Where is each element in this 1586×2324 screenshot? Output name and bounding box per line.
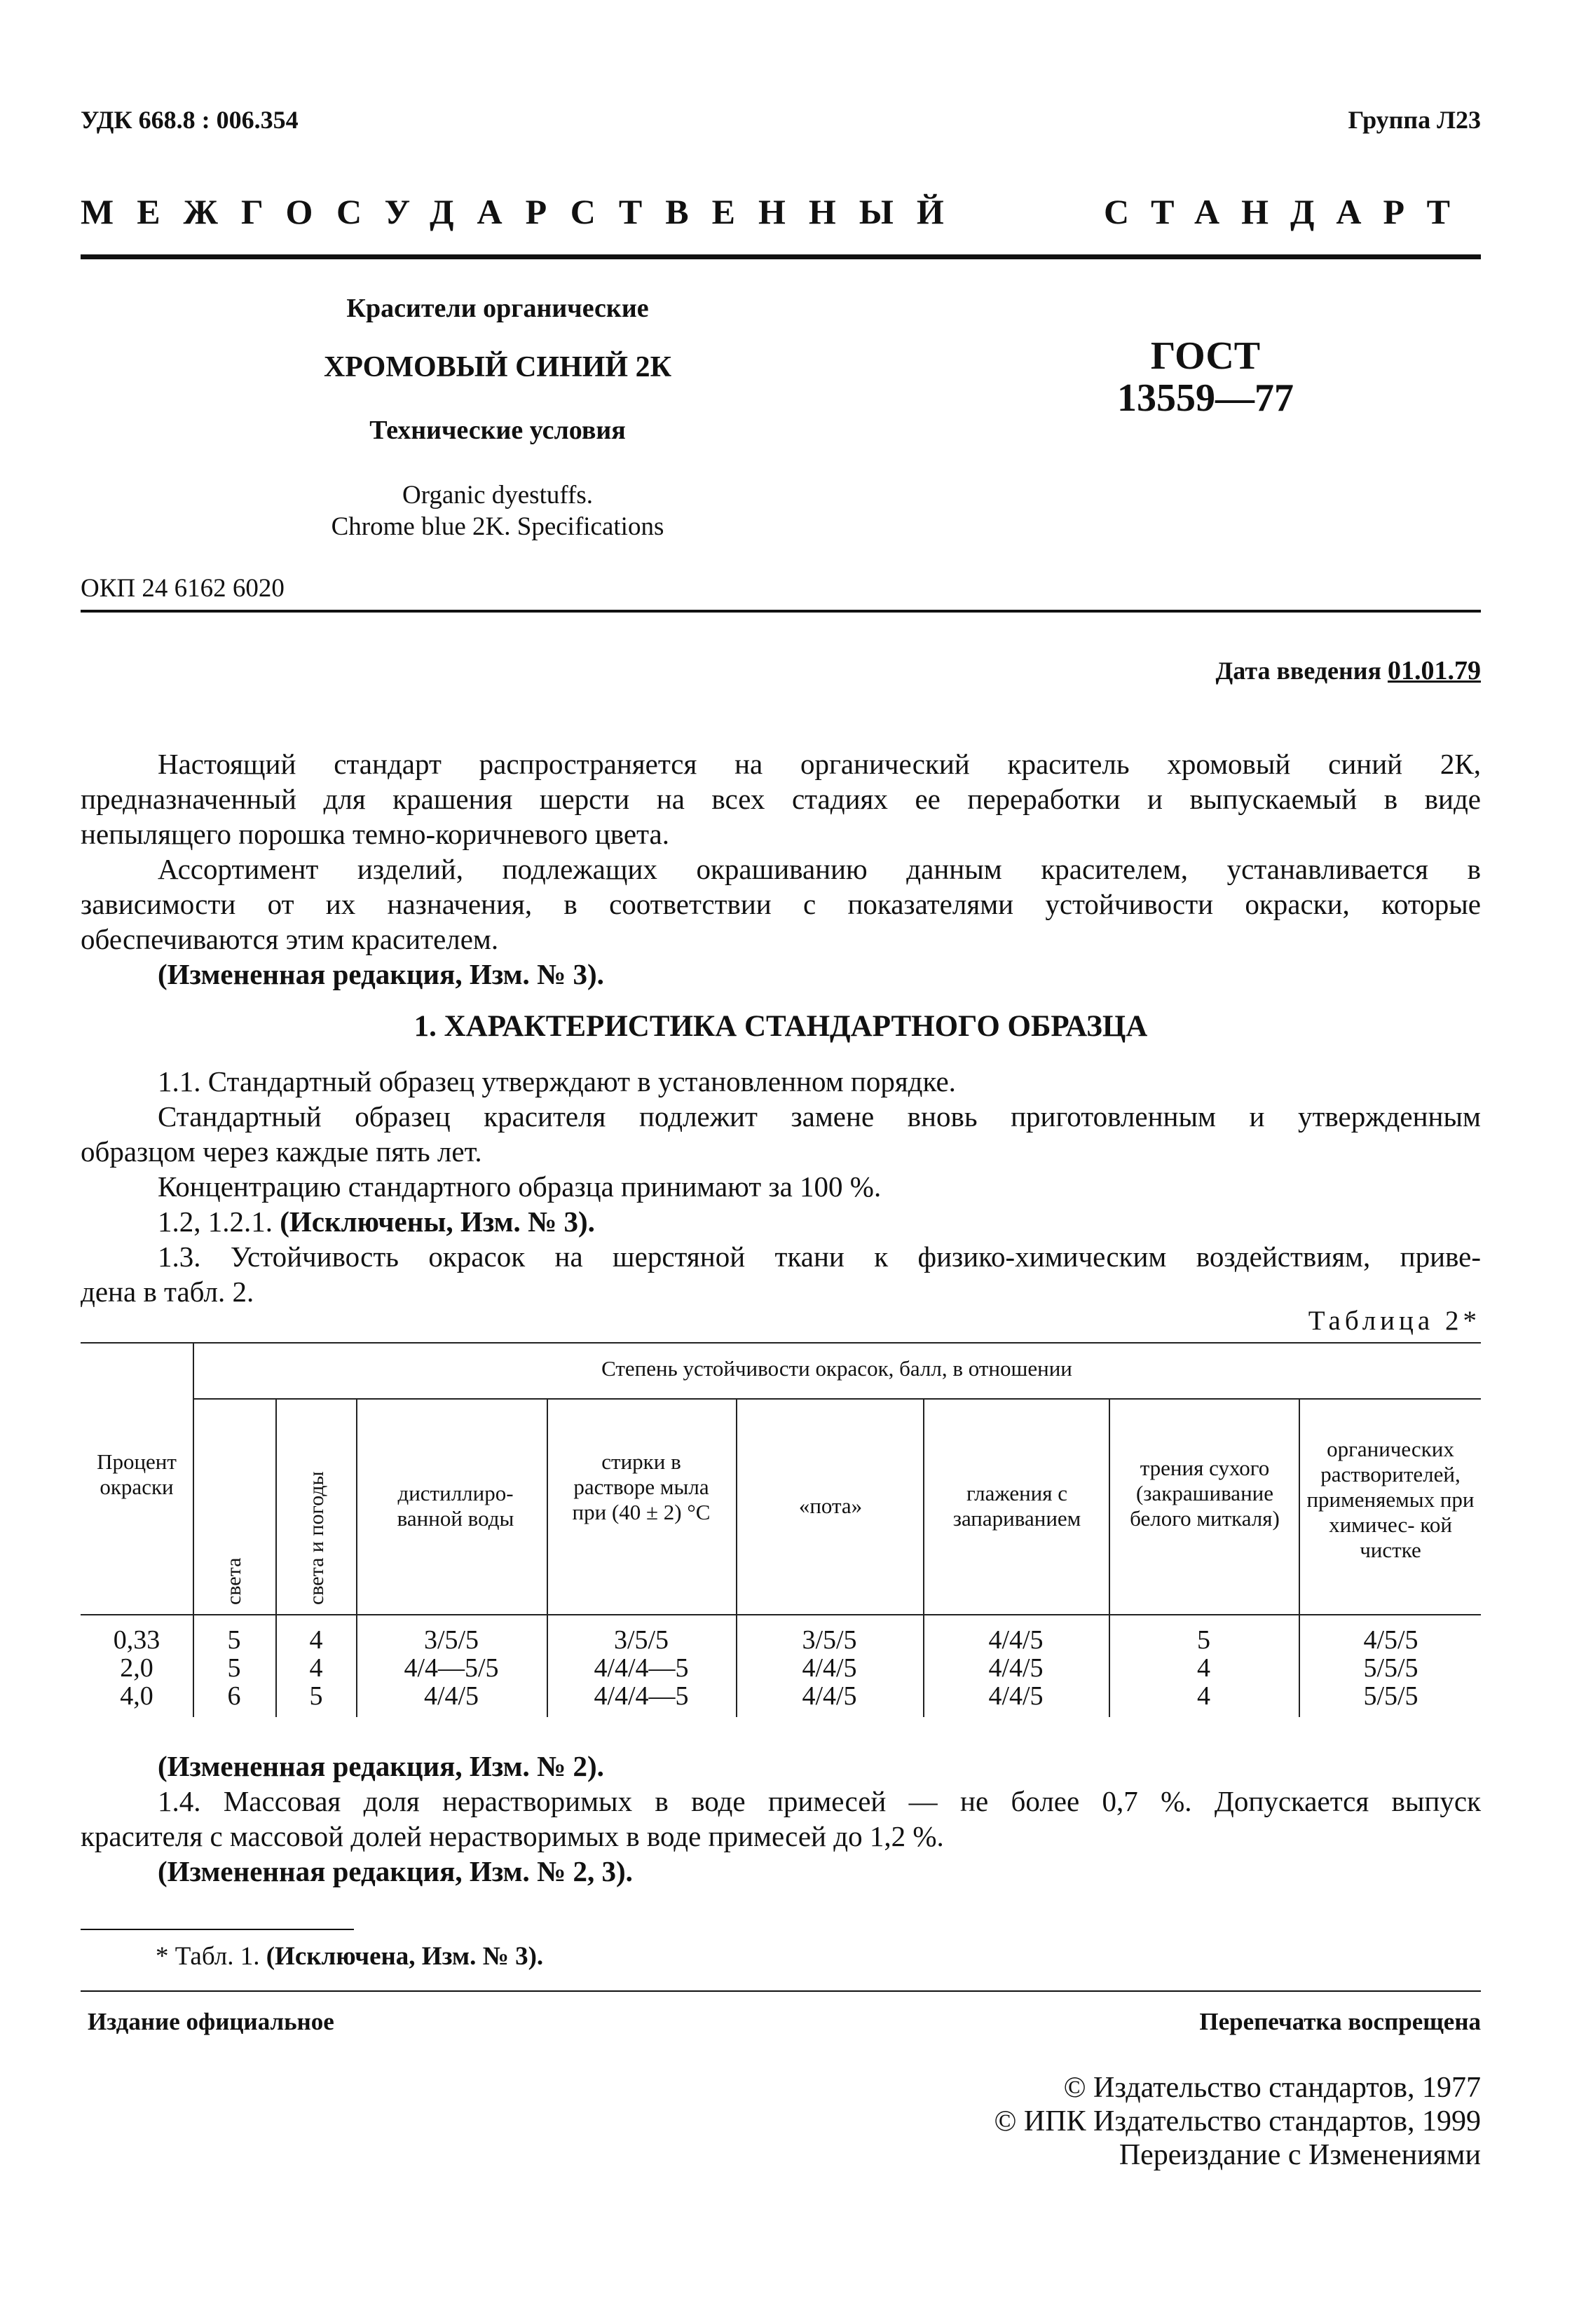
header-rubbing: трения сухого (закрашивание белого миткаля) — [1130, 1456, 1280, 1531]
table-col-divider — [923, 1398, 924, 1717]
effective-date-label: Дата введения — [1215, 657, 1381, 685]
table-cell: 3/5/5 — [802, 1625, 857, 1655]
table-cell: 4 — [309, 1653, 323, 1683]
english-title-1: Organic dyestuffs. — [402, 481, 593, 510]
header-sweat: «пота» — [798, 1493, 863, 1518]
copyright-1999: © ИПК Издательство стандартов, 1999 — [994, 2105, 1481, 2138]
table-cell: 5/5/5 — [1363, 1653, 1418, 1683]
table-cell: 4/4/5 — [802, 1681, 857, 1711]
clause-1-2-number: 1.2, 1.2.1. — [158, 1205, 273, 1238]
clause-1-3-line-1: 1.3. Устойчивость окрасок на шерстяной ткани к физико-химическим воздействиям, приве- — [158, 1240, 1481, 1273]
table-cell: 5 — [227, 1625, 241, 1655]
banner-interstate: МЕЖГОСУДАРСТВЕННЫЙ — [81, 192, 967, 231]
copyright-block — [994, 2071, 1481, 2172]
intro-revision-note: (Измененная редакция, Изм. № 3). — [158, 958, 604, 990]
table-cell: 5/5/5 — [1363, 1681, 1418, 1711]
table-col-divider — [1299, 1398, 1300, 1717]
table-cell: 4/4/5 — [423, 1681, 479, 1711]
clause-1-4-line-1: 1.4. Массовая доля нерастворимых в воде примесей — не более 0,7 %. Допускается выпуск — [158, 1785, 1481, 1817]
intro-paragraph-1-line-2: предназначенный для крашения шерсти на всех стадиях ее переработки и выпускаемый в виде — [81, 783, 1481, 815]
table-col-divider — [1109, 1398, 1110, 1717]
table-cell: 4 — [309, 1625, 323, 1655]
english-title-2: Chrome blue 2K. Specifications — [331, 512, 664, 541]
intro-paragraph-2-line-2: зависимости от их назначения, в соответствии с показателями устойчивости окраски, которые — [81, 888, 1481, 920]
table-cell: 4/4/5 — [802, 1653, 857, 1683]
table-group-header: Степень устойчивости окрасок, балл, в отношении — [601, 1356, 1072, 1381]
copyright-1977: © Издательство стандартов, 1977 — [1063, 2072, 1481, 2104]
footnote-text: * Табл. 1. — [156, 1942, 260, 1971]
section-1-heading: 1. ХАРАКТЕРИСТИКА СТАНДАРТНОГО ОБРАЗЦА — [413, 1010, 1148, 1043]
udk-code: УДК 668.8 : 006.354 — [81, 106, 299, 134]
clause-1-1-b-line-1: Стандартный образец красителя подлежит замене вновь приготовленным и утвержденным — [158, 1100, 1481, 1133]
banner-standard: СТАНДАРТ — [1104, 192, 1472, 231]
okp-code: ОКП 24 6162 6020 — [81, 574, 285, 603]
table-cell: 4 — [1197, 1681, 1210, 1711]
table-col-divider — [193, 1342, 194, 1717]
table-caption: Таблица 2* — [1308, 1306, 1481, 1336]
reissue-note: Переиздание с Изменениями — [1119, 2139, 1481, 2171]
group-code: Группа Л23 — [1348, 106, 1481, 134]
header-ironing: глажения с запариванием — [952, 1481, 1081, 1531]
table-cell: 2,0 — [120, 1653, 153, 1683]
effective-date — [1216, 655, 1482, 686]
official-edition: Издание официальное — [88, 2008, 334, 2035]
reprint-prohibited: Перепечатка воспрещена — [1199, 2008, 1481, 2035]
table-cell: 3/5/5 — [613, 1625, 669, 1655]
header-light: света — [222, 1557, 245, 1605]
clause-1-2 — [158, 1204, 595, 1239]
table-cell: 5 — [1197, 1625, 1210, 1655]
header-wash: стирки в растворе мыла при (40 ± 2) °С — [572, 1449, 711, 1524]
table-cell: 4/4—5/5 — [404, 1653, 499, 1683]
intro-paragraph-1-line-1: Настоящий стандарт распространяется на органический краситель хромовый синий 2К, — [158, 748, 1481, 780]
table-revision-note: (Измененная редакция, Изм. № 2). — [158, 1750, 604, 1782]
product-name: ХРОМОВЫЙ СИНИЙ 2К — [323, 351, 672, 383]
footnote — [156, 1941, 543, 1971]
clause-1-3-line-2: дена в табл. 2. — [81, 1276, 254, 1308]
table-col-divider — [547, 1398, 548, 1717]
gost-label: ГОСТ — [1150, 334, 1261, 378]
table-cell: 4,0 — [120, 1681, 153, 1711]
table-cell: 4/5/5 — [1363, 1625, 1418, 1655]
table-cell: 4/4/4—5 — [594, 1653, 689, 1683]
clause-1-1-c: Концентрацию стандартного образца принимают за 100 %. — [158, 1170, 882, 1203]
table-cell: 6 — [227, 1681, 241, 1711]
header-percent: Процент окраски — [97, 1449, 177, 1499]
table-cell: 4/4/5 — [988, 1681, 1044, 1711]
header-solvents: органических растворителей, применяемых при химичес- кой чистке — [1306, 1437, 1475, 1562]
table-cell: 4/4/5 — [988, 1625, 1044, 1655]
subtitle: Технические условия — [369, 416, 626, 445]
footnote-rule — [81, 1929, 354, 1930]
intro-paragraph-2-line-1: Ассортимент изделий, подлежащих окрашиванию данным красителем, устанавливается в — [158, 853, 1481, 885]
clause-1-4-revision-note: (Измененная редакция, Изм. № 2, 3). — [158, 1855, 633, 1887]
table-col-divider — [736, 1398, 737, 1717]
table-cell: 4/4/5 — [988, 1653, 1044, 1683]
footnote-note: (Исключена, Изм. № 3). — [266, 1942, 544, 1971]
effective-date-value: 01.01.79 — [1388, 656, 1481, 685]
table-cell: 4/4/4—5 — [594, 1681, 689, 1711]
title-rule — [81, 610, 1481, 613]
footer-rule — [81, 1990, 1481, 1992]
clause-1-1-b-line-2: образцом через каждые пять лет. — [81, 1135, 482, 1168]
clause-1-1: 1.1. Стандартный образец утверждают в установленном порядке. — [158, 1065, 956, 1098]
table-cell: 4 — [1197, 1653, 1210, 1683]
table-col-divider — [275, 1398, 277, 1717]
table-cell: 0,33 — [113, 1625, 160, 1655]
table-cell: 5 — [227, 1653, 241, 1683]
table-top-border — [81, 1342, 1481, 1344]
header-rule-thick — [81, 254, 1481, 259]
gost-number: 13559—77 — [1117, 376, 1294, 420]
table-cell: 5 — [309, 1681, 323, 1711]
table-col-divider — [356, 1398, 357, 1717]
clause-1-2-note: (Исключены, Изм. № 3). — [280, 1205, 595, 1238]
intro-paragraph-1-line-3: непылящего порошка темно-коричневого цвета. — [81, 818, 669, 850]
clause-1-4-line-2: красителя с массовой долей нерастворимых в воде примесей до 1,2 %. — [81, 1820, 944, 1852]
table-cell: 3/5/5 — [423, 1625, 479, 1655]
header-light-weather: света и погоды — [305, 1471, 328, 1605]
table-header-bottom — [81, 1614, 1481, 1615]
category: Красители органические — [346, 294, 649, 323]
intro-paragraph-2-line-3: обеспечиваются этим красителем. — [81, 923, 499, 955]
table-group-divider — [193, 1398, 1481, 1400]
header-water: дистиллиро- ванной воды — [397, 1481, 514, 1531]
